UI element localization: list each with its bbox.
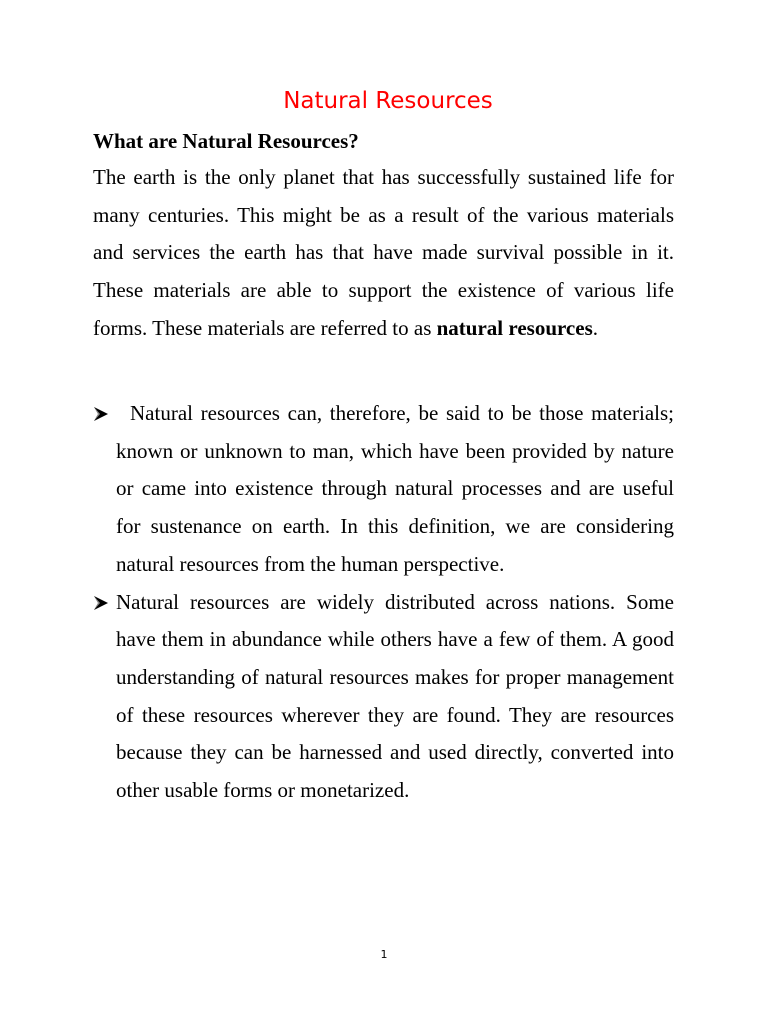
bullet-text: Natural resources can, therefore, be said to be those materials; known or unknown to man, which have been provided by nature or came into existence through natural processes and are useful for sustenance on earth. In this definition, we are considering natural resources from the human perspective. [116,401,674,576]
bullet-list [93,395,674,810]
arrow-bullet-icon [93,395,111,433]
intro-paragraph [93,159,674,348]
bullet-text: Natural resources are widely distributed across nations. Some have them in abundance while others have a few of them. A good understanding of natural resources makes for proper management of these resources wherever they are found. They are resources because they can be harnessed and used directly, converted into other usable forms or monetarized. [116,589,674,803]
intro-end: . [592,315,599,340]
page-number: 1 [380,948,388,961]
section-heading: What are Natural Resources? [93,129,359,153]
document-title: Natural Resources [283,88,493,114]
arrow-bullet-icon [93,584,111,622]
list-item [93,584,674,810]
list-item [93,395,674,584]
intro-text: The earth is the only planet that has successfully sustained life for many centuries. This might be as a result of the various materials and services the earth has that have made survival possible in it. These materials are able to support the existence of various life forms. These materials are referred to as [93,165,674,340]
bold-term: natural resources [436,315,593,340]
